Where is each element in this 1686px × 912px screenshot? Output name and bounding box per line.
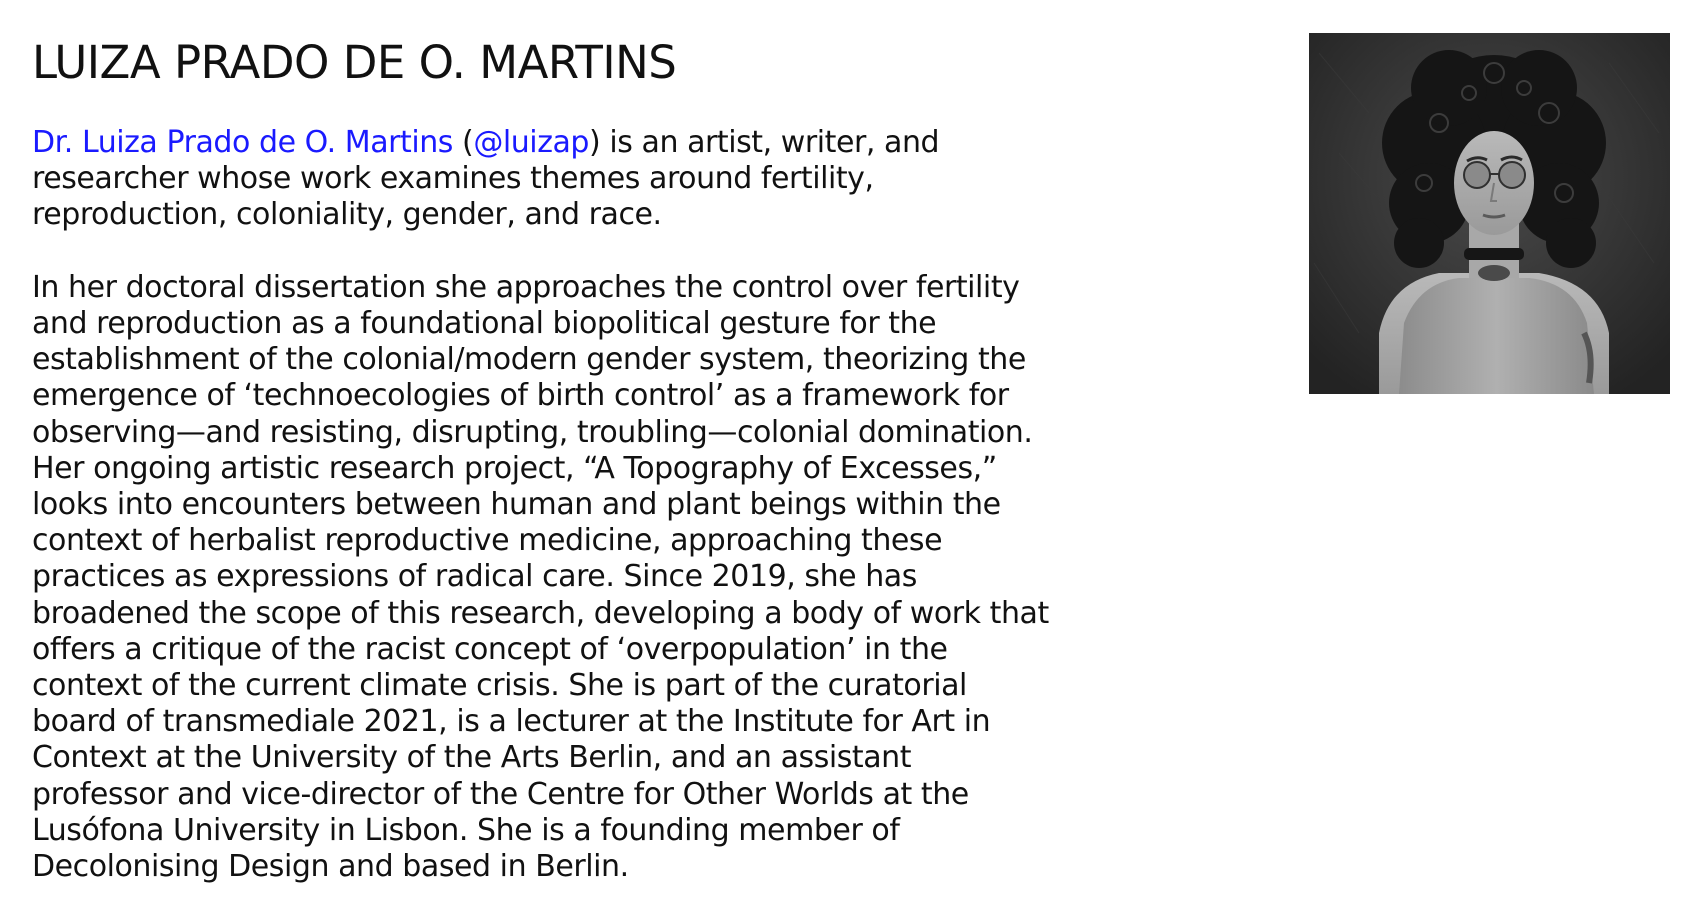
bio-line: looks into encounters between human and plant beings within the bbox=[32, 487, 1001, 523]
bio-text bbox=[32, 125, 1232, 885]
bio-line: Decolonising Design and based in Berlin. bbox=[32, 849, 629, 885]
bio-paragraph bbox=[32, 270, 1232, 885]
intro-paren: ( bbox=[452, 125, 474, 160]
bio-line: practices as expressions of radical care. Since 2019, she has bbox=[32, 559, 917, 595]
intro-line bbox=[32, 125, 1232, 161]
portrait-image bbox=[1309, 33, 1670, 394]
bio-line: context of herbalist reproductive medicine, approaching these bbox=[32, 523, 943, 559]
bio-line: board of transmediale 2021, is a lecturer at the Institute for Art in bbox=[32, 704, 991, 740]
intro-line1-text: ) is an artist, writer, and bbox=[589, 125, 940, 160]
name-link[interactable]: Dr. Luiza Prado de O. Martins bbox=[32, 125, 453, 160]
intro-line: researcher whose work examines themes around fertility, bbox=[32, 161, 874, 197]
bio-line: Her ongoing artistic research project, “A Topography of Excesses,” bbox=[32, 450, 997, 486]
page-title: LUIZA PRADO DE O. MARTINS bbox=[32, 36, 677, 89]
bio-line: observing—and resisting, disrupting, troubling—colonial domination. bbox=[32, 414, 1033, 450]
portrait-photo bbox=[1309, 33, 1670, 394]
intro-paragraph bbox=[32, 125, 1232, 234]
bio-line: and reproduction as a foundational biopolitical gesture for the bbox=[32, 306, 937, 341]
bio-line: offers a critique of the racist concept of ‘overpopulation’ in the bbox=[32, 631, 948, 667]
bio-line: context of the current climate crisis. She is part of the curatorial bbox=[32, 668, 967, 704]
bio-line: broadened the scope of this research, developing a body of work that bbox=[32, 595, 1049, 631]
bio-line: establishment of the colonial/modern gender system, theorizing the bbox=[32, 342, 1026, 378]
intro-line: reproduction, coloniality, gender, and race. bbox=[32, 197, 662, 233]
bio-line: In her doctoral dissertation she approaches the control over fertility bbox=[32, 269, 1020, 305]
handle-link[interactable]: @luizap bbox=[473, 125, 590, 160]
bio-line: professor and vice-director of the Centre for Other Worlds at the bbox=[32, 776, 969, 812]
bio-line: emergence of ‘technoecologies of birth control’ as a framework for bbox=[32, 378, 1009, 414]
bio-line: Lusófona University in Lisbon. She is a founding member of bbox=[32, 812, 900, 848]
bio-line: Context at the University of the Arts Berlin, and an assistant bbox=[32, 740, 912, 776]
